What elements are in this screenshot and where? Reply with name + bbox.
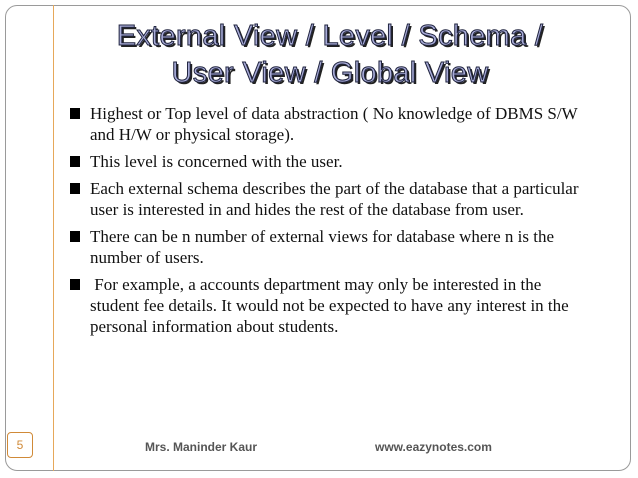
bullet-text: This level is concerned with the user. xyxy=(90,152,343,171)
square-bullet-icon xyxy=(70,108,80,119)
bullet-text: Each external schema describes the part of the database that a particular user is interested in and hides the rest of the database from user. xyxy=(90,179,579,219)
bullet-item xyxy=(70,103,590,145)
bullet-text: There can be n number of external views for database where n is the number of users. xyxy=(90,227,554,267)
bullet-item xyxy=(70,226,590,268)
page-number-badge: 5 xyxy=(7,432,33,458)
square-bullet-icon xyxy=(70,231,80,242)
footer-author: Mrs. Maninder Kaur xyxy=(145,440,258,454)
bullet-item xyxy=(70,178,590,220)
bullet-list xyxy=(70,103,590,343)
footer-website: www.eazynotes.com xyxy=(375,440,492,454)
square-bullet-icon xyxy=(70,279,80,290)
slide-title-line-2: User View / Global View xyxy=(171,57,489,89)
bullet-text: Highest or Top level of data abstraction ( No knowledge of DBMS S/W and H/W or physical storage). xyxy=(90,104,578,144)
bullet-text: For example, a accounts department may only be interested in the student fee details. It would not be expected to have any interest in the personal information about students. xyxy=(90,275,573,336)
bullet-item xyxy=(70,274,590,337)
bullet-item xyxy=(70,151,590,172)
square-bullet-icon xyxy=(70,156,80,167)
slide-title xyxy=(60,18,600,92)
square-bullet-icon xyxy=(70,183,80,194)
left-rule xyxy=(53,5,54,471)
slide-title-line-1: External View / Level / Schema / xyxy=(116,20,544,52)
